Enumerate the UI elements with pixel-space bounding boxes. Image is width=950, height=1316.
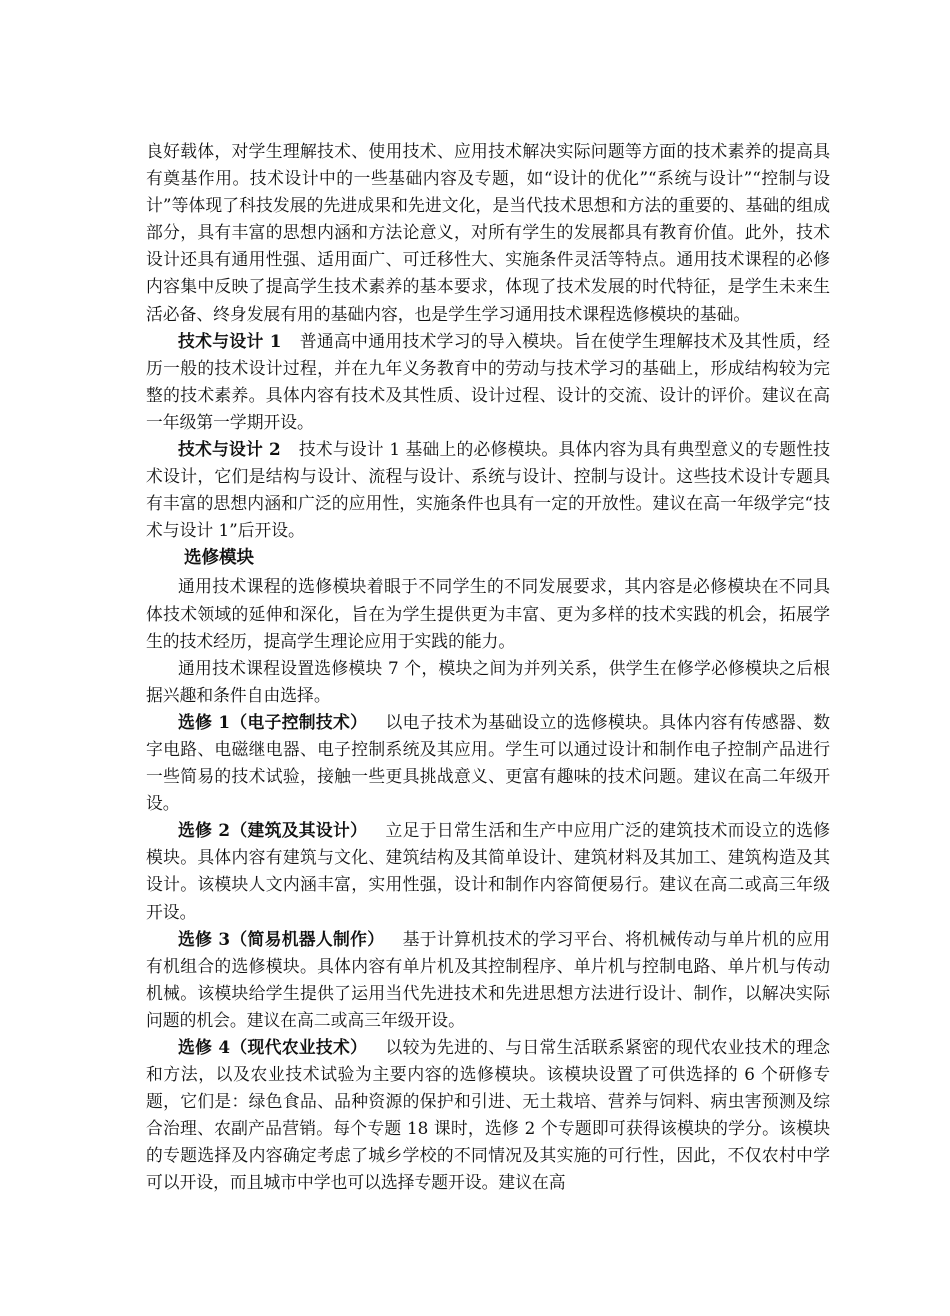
module-label: 选修 3（简易机器人制作） bbox=[178, 928, 385, 949]
module-description: 以较为先进的、与日常生活联系紧密的现代农业技术的理念和方法，以及农业技术试验为主要内容的选修模块。该模块设置了可供选择的 6 个研修专题，它们是：绿色食品、品种资源的保护和引进、无土栽培、营养与饲料、病虫害预测及综合治理、农副产品营销。每个专题 18 课时，选修 2 个专题即可获得该模块的学分。该模块的专题选择及内容确定考虑了城乡学校的不同情况及其实施的可行性，因此，不仅农村中学可以开设，而且城市中学也可以选择专题开设。建议在高 bbox=[146, 1037, 830, 1193]
module-paragraph-tech-design-2 bbox=[146, 436, 830, 544]
module-label: 选修 4（现代农业技术） bbox=[178, 1037, 368, 1057]
elective-paragraph-4 bbox=[146, 1034, 830, 1197]
intro-paragraph: 良好载体，对学生理解技术、使用技术、应用技术解决实际问题等方面的技术素养的提高具有奠基作用。技术设计中的一些基础内容及专题，如“设计的优化”“系统与设计”“控制与设计”等体现了科技发展的先进成果和先进文化，是当代技术思想和方法的重要的、基础的组成部分，具有丰富的思想内涵和方法论意义，对所有学生的发展都具有教育价值。此外，技术设计还具有通用性强、适用面广、可迁移性大、实施条件灵活等特点。通用技术课程的必修内容集中反映了提高学生技术素养的基本要求，体现了技术发展的时代特征，是学生未来生活必备、终身发展有用的基础内容，也是学生学习通用技术课程选修模块的基础。 bbox=[146, 141, 830, 324]
module-label: 技术与设计 2 bbox=[178, 439, 281, 460]
electives-intro-paragraph: 通用技术课程的选修模块着眼于不同学生的不同发展要求，其内容是必修模块在不同具体技术领域的延伸和深化，旨在为学生提供更为丰富、更为多样的技术实践的机会，拓展学生的技术经历，提高学生理论应用于实践的能力。 bbox=[146, 576, 830, 651]
module-description: 普通高中通用技术学习的导入模块。旨在使学生理解技术及其性质，经历一般的技术设计过程，并在九年义务教育中的劳动与技术学习的基础上，形成结构较为完整的技术素养。具体内容有技术及其性质、设计过程、设计的交流、设计的评价。建议在高一年级第一学期开设。 bbox=[146, 330, 830, 432]
module-description: 基于计算机技术的学习平台、将机械传动与单片机的应用有机组合的选修模块。具体内容有单片机及其控制程序、单片机与控制电路、单片机与传动机械。该模块给学生提供了运用当代先进技术和先进思想方法进行设计、制作，以解决实际问题的机会。建议在高二或高三年级开设。 bbox=[146, 928, 830, 1030]
elective-paragraph-3 bbox=[146, 926, 830, 1034]
module-description: 技术与设计 1 基础上的必修模块。具体内容为具有典型意义的专题性技术设计，它们是结构与设计、流程与设计、系统与设计、控制与设计。这些技术设计专题具有丰富的思想内涵和广泛的应用性，实施条件也具有一定的开放性。建议在高一年级学完“技术与设计 1”后开设。 bbox=[146, 439, 830, 541]
electives-count-paragraph: 通用技术课程设置选修模块 7 个，模块之间为并列关系，供学生在修学必修模块之后根据兴趣和条件自由选择。 bbox=[146, 657, 830, 705]
module-label: 选修 1（电子控制技术） bbox=[178, 711, 368, 732]
module-description: 立足于日常生活和生产中应用广泛的建筑技术而设立的选修模块。具体内容有建筑与文化、建筑结构及其简单设计、建筑材料及其加工、建筑构造及其设计。该模块人文内涵丰富，实用性强，设计和制作内容简便易行。建议在高二或高三年级开设。 bbox=[146, 820, 830, 922]
module-description: 以电子技术为基础设立的选修模块。具体内容有传感器、数字电路、电磁继电器、电子控制系统及其应用。学生可以通过设计和制作电子控制产品进行一些简易的技术试验，接触一些更具挑战意义、更富有趣味的技术问题。建议在高二年级开设。 bbox=[146, 711, 830, 814]
elective-paragraph-1 bbox=[146, 709, 830, 817]
elective-paragraph-2 bbox=[146, 817, 830, 925]
module-label: 技术与设计 1 bbox=[178, 330, 282, 351]
document-page bbox=[146, 138, 830, 1197]
module-paragraph-tech-design-1 bbox=[146, 328, 830, 436]
module-label: 选修 2（建筑及其设计） bbox=[178, 820, 368, 841]
section-heading-electives: 选修模块 bbox=[184, 548, 254, 569]
